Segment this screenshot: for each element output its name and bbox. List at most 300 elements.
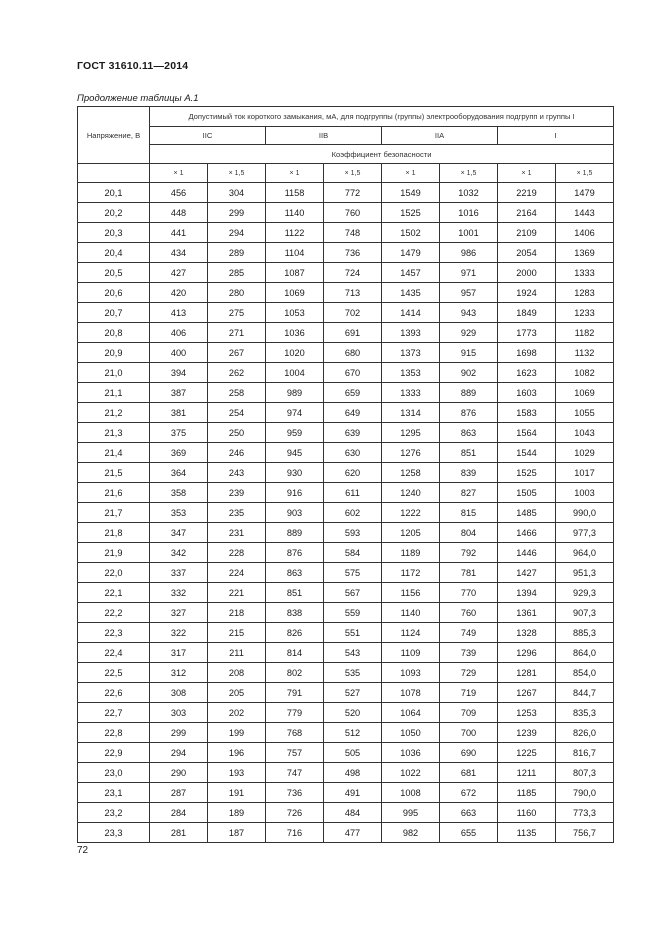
current-cell: 285 [208,263,266,283]
current-cell: 816,7 [556,743,614,763]
voltage-cell: 20,1 [78,183,150,203]
current-cell: 387 [150,383,208,403]
current-cell: 287 [150,783,208,803]
current-cell: 929,3 [556,583,614,603]
current-cell: 709 [440,703,498,723]
current-cell: 851 [266,583,324,603]
current-cell: 299 [150,723,208,743]
factor-header: × 1,5 [208,164,266,183]
current-cell: 239 [208,483,266,503]
current-cell: 964,0 [556,543,614,563]
current-cell: 1189 [382,543,440,563]
current-cell: 308 [150,683,208,703]
current-cell: 1333 [556,263,614,283]
current-cell: 1485 [498,503,556,523]
table-row [78,743,614,763]
table-row [78,663,614,683]
current-cell: 559 [324,603,382,623]
current-cell: 1233 [556,303,614,323]
voltage-cell: 22,1 [78,583,150,603]
current-table [77,106,614,843]
current-cell: 672 [440,783,498,803]
current-cell: 1479 [556,183,614,203]
current-cell: 1053 [266,303,324,323]
current-cell: 1158 [266,183,324,203]
current-cell: 781 [440,563,498,583]
voltage-cell: 23,0 [78,763,150,783]
voltage-cell: 20,5 [78,263,150,283]
current-cell: 779 [266,703,324,723]
table-row [78,723,614,743]
current-cell: 951,3 [556,563,614,583]
current-cell: 802 [266,663,324,683]
current-cell: 1525 [382,203,440,223]
current-cell: 193 [208,763,266,783]
current-cell: 1001 [440,223,498,243]
current-cell: 337 [150,563,208,583]
voltage-cell: 20,2 [78,203,150,223]
current-cell: 1296 [498,643,556,663]
current-cell: 649 [324,403,382,423]
current-cell: 1082 [556,363,614,383]
current-cell: 441 [150,223,208,243]
current-cell: 2109 [498,223,556,243]
voltage-cell: 23,1 [78,783,150,803]
table-row [78,203,614,223]
current-cell: 804 [440,523,498,543]
current-cell: 770 [440,583,498,603]
current-cell: 1036 [382,743,440,763]
current-cell: 974 [266,403,324,423]
table-row [78,383,614,403]
current-cell: 864,0 [556,643,614,663]
table-row [78,363,614,383]
group-header-iia: IIA [382,127,498,145]
current-cell: 889 [266,523,324,543]
current-cell: 1211 [498,763,556,783]
table-row [78,303,614,323]
current-cell: 916 [266,483,324,503]
current-cell: 990,0 [556,503,614,523]
page-number: 72 [77,845,89,856]
current-cell: 456 [150,183,208,203]
current-cell: 1069 [266,283,324,303]
current-cell: 1239 [498,723,556,743]
current-cell: 1055 [556,403,614,423]
current-cell: 1295 [382,423,440,443]
current-cell: 246 [208,443,266,463]
current-cell: 1564 [498,423,556,443]
current-cell: 254 [208,403,266,423]
current-cell: 757 [266,743,324,763]
table-row [78,403,614,423]
current-cell: 790,0 [556,783,614,803]
current-cell: 1140 [382,603,440,623]
current-cell: 945 [266,443,324,463]
current-cell: 1333 [382,383,440,403]
current-cell: 986 [440,243,498,263]
current-cell: 505 [324,743,382,763]
current-cell: 202 [208,703,266,723]
current-cell: 1849 [498,303,556,323]
voltage-cell: 22,3 [78,623,150,643]
table-row [78,323,614,343]
table-row [78,563,614,583]
document-header: ГОСТ 31610.11—2014 [77,60,189,72]
current-cell: 680 [324,343,382,363]
current-cell: 749 [440,623,498,643]
voltage-cell: 22,9 [78,743,150,763]
current-cell: 971 [440,263,498,283]
current-cell: 243 [208,463,266,483]
current-cell: 322 [150,623,208,643]
current-cell: 1069 [556,383,614,403]
current-cell: 760 [440,603,498,623]
current-cell: 375 [150,423,208,443]
table-row [78,523,614,543]
current-cell: 235 [208,503,266,523]
current-cell: 1222 [382,503,440,523]
voltage-cell: 22,7 [78,703,150,723]
current-cell: 814 [266,643,324,663]
current-cell: 915 [440,343,498,363]
current-cell: 943 [440,303,498,323]
table-row [78,503,614,523]
current-cell: 381 [150,403,208,423]
current-cell: 773,3 [556,803,614,823]
current-cell: 659 [324,383,382,403]
table-body [78,183,614,843]
current-cell: 1160 [498,803,556,823]
current-cell: 739 [440,643,498,663]
factor-header: × 1 [150,164,208,183]
current-cell: 218 [208,603,266,623]
current-cell: 593 [324,523,382,543]
current-cell: 1549 [382,183,440,203]
factor-header: × 1,5 [440,164,498,183]
current-cell: 1427 [498,563,556,583]
current-cell: 2054 [498,243,556,263]
current-cell: 851 [440,443,498,463]
current-cell: 1698 [498,343,556,363]
current-cell: 1457 [382,263,440,283]
current-cell: 903 [266,503,324,523]
current-cell: 791 [266,683,324,703]
voltage-cell: 22,6 [78,683,150,703]
current-cell: 1225 [498,743,556,763]
current-cell: 826,0 [556,723,614,743]
current-cell: 1466 [498,523,556,543]
current-cell: 655 [440,823,498,843]
current-cell: 317 [150,643,208,663]
current-cell: 1022 [382,763,440,783]
current-cell: 1185 [498,783,556,803]
current-cell: 1328 [498,623,556,643]
current-cell: 747 [266,763,324,783]
current-cell: 1205 [382,523,440,543]
current-cell: 231 [208,523,266,543]
current-cell: 889 [440,383,498,403]
current-cell: 838 [266,603,324,623]
current-cell: 977,3 [556,523,614,543]
table-row [78,423,614,443]
current-cell: 484 [324,803,382,823]
voltage-cell: 20,6 [78,283,150,303]
current-cell: 1132 [556,343,614,363]
table-row [78,483,614,503]
current-cell: 420 [150,283,208,303]
current-cell: 670 [324,363,382,383]
current-cell: 394 [150,363,208,383]
current-cell: 902 [440,363,498,383]
current-cell: 1240 [382,483,440,503]
current-cell: 630 [324,443,382,463]
current-cell: 827 [440,483,498,503]
current-cell: 369 [150,443,208,463]
current-cell: 826 [266,623,324,643]
current-cell: 196 [208,743,266,763]
current-cell: 690 [440,743,498,763]
current-cell: 1004 [266,363,324,383]
current-cell: 280 [208,283,266,303]
current-cell: 2000 [498,263,556,283]
current-cell: 1017 [556,463,614,483]
current-cell: 760 [324,203,382,223]
table-row [78,263,614,283]
current-cell: 1361 [498,603,556,623]
table-row [78,823,614,843]
voltage-cell: 22,0 [78,563,150,583]
current-cell: 1043 [556,423,614,443]
voltage-cell: 21,7 [78,503,150,523]
current-cell: 1140 [266,203,324,223]
voltage-cell: 20,8 [78,323,150,343]
table-header [78,107,614,183]
current-cell: 406 [150,323,208,343]
current-cell: 807,3 [556,763,614,783]
table-caption: Продолжение таблицы А.1 [77,93,199,104]
voltage-cell: 21,9 [78,543,150,563]
table-row [78,543,614,563]
group-header-i: I [498,127,614,145]
current-cell: 189 [208,803,266,823]
current-cell: 1050 [382,723,440,743]
current-cell: 907,3 [556,603,614,623]
voltage-cell: 21,4 [78,443,150,463]
current-cell: 512 [324,723,382,743]
voltage-cell: 20,3 [78,223,150,243]
current-cell: 815 [440,503,498,523]
factor-header: × 1 [498,164,556,183]
factor-header: × 1,5 [324,164,382,183]
current-cell: 543 [324,643,382,663]
current-cell: 835,3 [556,703,614,723]
voltage-cell: 20,7 [78,303,150,323]
current-cell: 303 [150,703,208,723]
current-cell: 527 [324,683,382,703]
current-cell: 294 [150,743,208,763]
table-row [78,223,614,243]
current-cell: 724 [324,263,382,283]
current-cell: 1623 [498,363,556,383]
current-cell: 491 [324,783,382,803]
current-cell: 304 [208,183,266,203]
safety-factor-header: Коэффициент безопасности [150,145,614,164]
table-row [78,583,614,603]
current-cell: 1544 [498,443,556,463]
table-row [78,763,614,783]
current-cell: 1078 [382,683,440,703]
current-cell: 2219 [498,183,556,203]
current-cell: 854,0 [556,663,614,683]
current-cell: 713 [324,283,382,303]
current-cell: 1182 [556,323,614,343]
voltage-cell: 21,1 [78,383,150,403]
current-cell: 1446 [498,543,556,563]
current-cell: 187 [208,823,266,843]
current-cell: 284 [150,803,208,823]
current-cell: 863 [440,423,498,443]
group-header-iic: IIC [150,127,266,145]
current-cell: 1373 [382,343,440,363]
current-cell: 271 [208,323,266,343]
current-cell: 312 [150,663,208,683]
current-cell: 989 [266,383,324,403]
current-cell: 215 [208,623,266,643]
current-cell: 1064 [382,703,440,723]
current-cell: 885,3 [556,623,614,643]
current-cell: 205 [208,683,266,703]
current-cell: 959 [266,423,324,443]
current-cell: 1032 [440,183,498,203]
current-cell: 792 [440,543,498,563]
current-cell: 1583 [498,403,556,423]
current-cell: 477 [324,823,382,843]
current-cell: 1122 [266,223,324,243]
current-cell: 342 [150,543,208,563]
table-row [78,623,614,643]
current-cell: 1036 [266,323,324,343]
current-cell: 691 [324,323,382,343]
current-cell: 281 [150,823,208,843]
table-row [78,463,614,483]
current-cell: 228 [208,543,266,563]
current-cell: 1104 [266,243,324,263]
current-cell: 1394 [498,583,556,603]
table-row [78,343,614,363]
voltage-cell: 21,3 [78,423,150,443]
current-cell: 719 [440,683,498,703]
current-cell: 267 [208,343,266,363]
current-cell: 551 [324,623,382,643]
table-row [78,603,614,623]
voltage-cell: 21,0 [78,363,150,383]
current-cell: 1156 [382,583,440,603]
current-cell: 1281 [498,663,556,683]
current-cell: 756,7 [556,823,614,843]
table-row [78,183,614,203]
current-cell: 448 [150,203,208,223]
current-cell: 726 [266,803,324,823]
current-cell: 1253 [498,703,556,723]
current-cell: 1020 [266,343,324,363]
current-cell: 982 [382,823,440,843]
voltage-cell: 22,5 [78,663,150,683]
current-cell: 1135 [498,823,556,843]
voltage-cell: 22,2 [78,603,150,623]
current-cell: 839 [440,463,498,483]
current-cell: 208 [208,663,266,683]
current-cell: 575 [324,563,382,583]
current-cell: 364 [150,463,208,483]
table-row [78,783,614,803]
current-cell: 1443 [556,203,614,223]
current-cell: 1283 [556,283,614,303]
table-row [78,703,614,723]
current-cell: 1924 [498,283,556,303]
current-cell: 332 [150,583,208,603]
current-cell: 736 [324,243,382,263]
current-cell: 567 [324,583,382,603]
current-cell: 700 [440,723,498,743]
current-cell: 729 [440,663,498,683]
current-cell: 221 [208,583,266,603]
voltage-cell: 21,2 [78,403,150,423]
table-row [78,803,614,823]
current-cell: 520 [324,703,382,723]
voltage-cell: 22,8 [78,723,150,743]
current-cell: 1276 [382,443,440,463]
current-cell: 602 [324,503,382,523]
voltage-cell: 20,4 [78,243,150,263]
current-cell: 262 [208,363,266,383]
current-cell: 413 [150,303,208,323]
current-cell: 748 [324,223,382,243]
current-cell: 1258 [382,463,440,483]
table-row [78,283,614,303]
factor-header: × 1 [266,164,324,183]
current-cell: 863 [266,563,324,583]
current-cell: 957 [440,283,498,303]
current-cell: 1093 [382,663,440,683]
group-header-iib: IIB [266,127,382,145]
current-cell: 1267 [498,683,556,703]
voltage-cell: 20,9 [78,343,150,363]
current-cell: 434 [150,243,208,263]
current-cell: 535 [324,663,382,683]
current-cell: 620 [324,463,382,483]
current-cell: 1479 [382,243,440,263]
current-cell: 1603 [498,383,556,403]
current-cell: 876 [266,543,324,563]
current-cell: 930 [266,463,324,483]
voltage-cell: 21,8 [78,523,150,543]
current-cell: 1109 [382,643,440,663]
current-cell: 199 [208,723,266,743]
current-cell: 211 [208,643,266,663]
table-row [78,443,614,463]
current-cell: 1003 [556,483,614,503]
factor-header: × 1 [382,164,440,183]
current-cell: 1414 [382,303,440,323]
current-cell: 275 [208,303,266,323]
table-row [78,683,614,703]
current-cell: 400 [150,343,208,363]
current-cell: 290 [150,763,208,783]
current-cell: 876 [440,403,498,423]
current-cell: 299 [208,203,266,223]
current-cell: 2164 [498,203,556,223]
